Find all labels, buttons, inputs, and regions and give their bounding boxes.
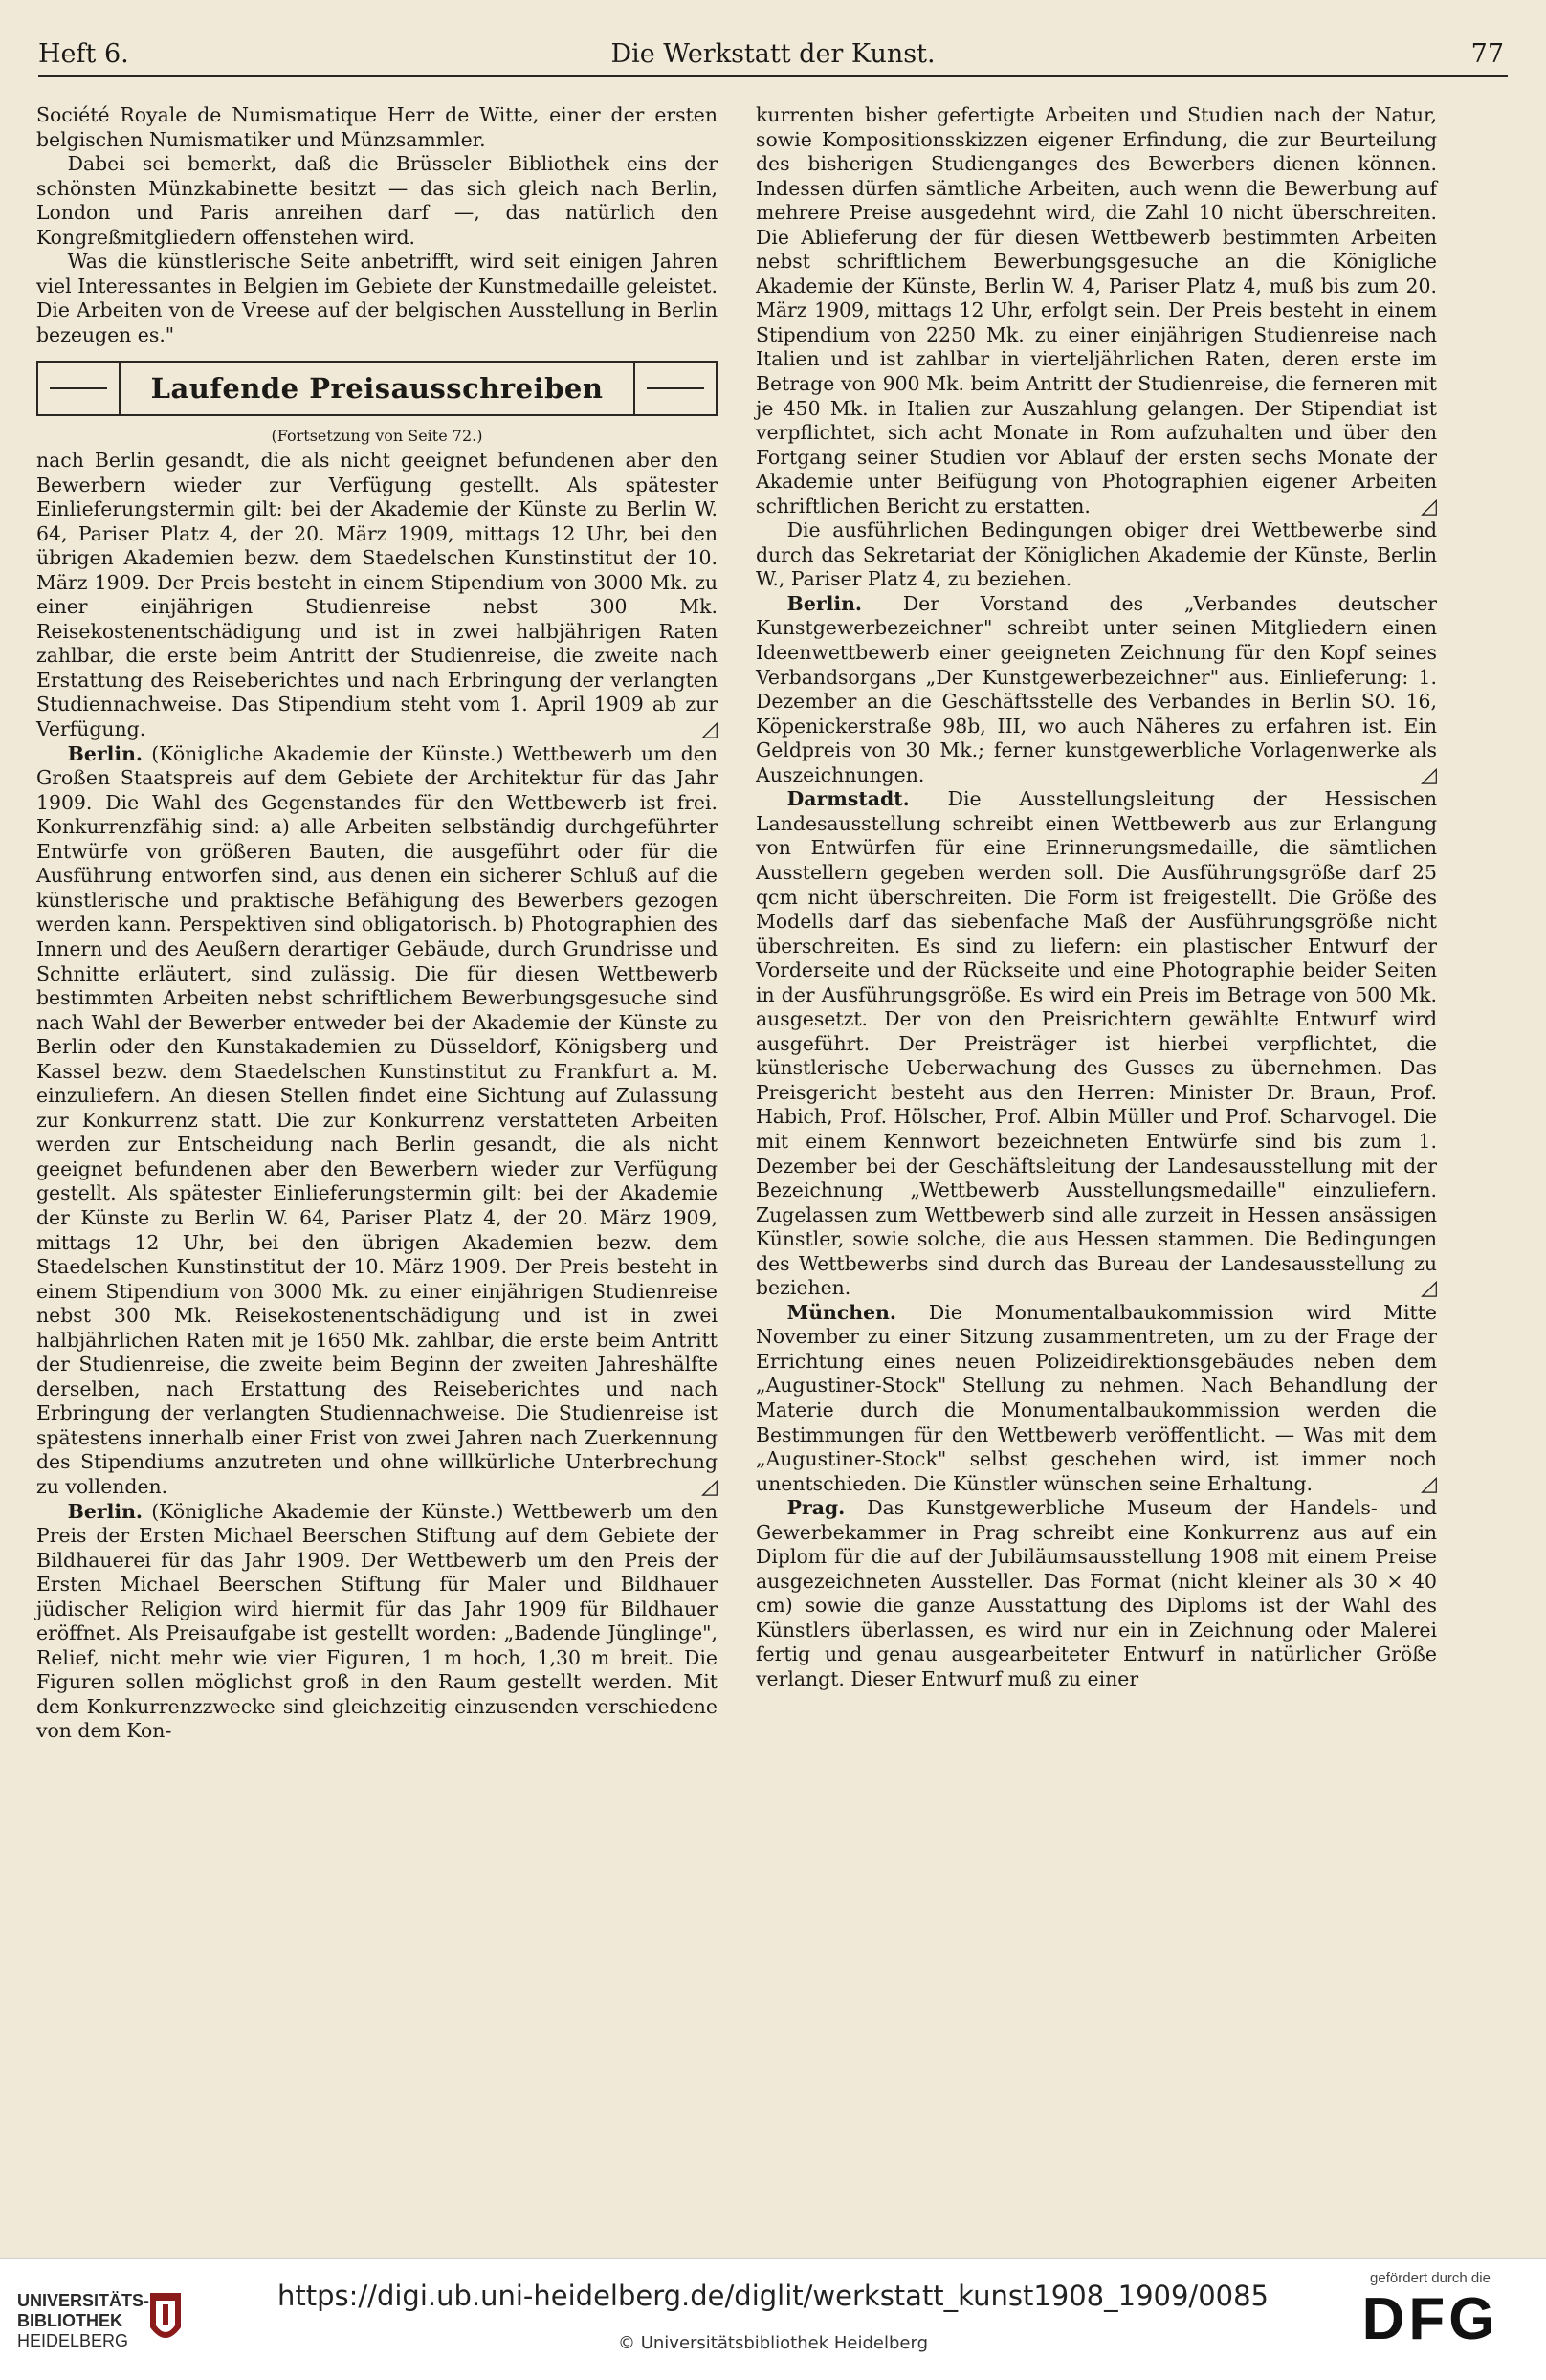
competition-entry: Prag. Das Kunstgewerbliche Museum der Handels- und Gewerbekammer in Prag schreibt eine Konkurrenz aus auf ein Diplom für die auf der Jubiläumsausstellung 1908 mit einem Preise ausgezeichneten Aussteller. Das Format (nicht kleiner als 30 × 40 cm) sowie die ganze Ausstattung des Diploms ist der Wahl des Künstlers überlassen, es wird nur ein in Zeichnung oder Malerei fertig und genau ausgearbeiteter Entwurf in natürlicher Größe verlangt. Dieser Entwurf muß zu einer	[756, 1496, 1438, 1690]
entry-place: Berlin.	[67, 741, 143, 765]
end-mark-icon: ◿	[1421, 494, 1437, 518]
competition-entry: Berlin. Der Vorstand des „Verbandes deutscher Kunstgewerbezeichner" schreibt unter seinen Mitgliedern einen Ideenwettbewerb einer geeigneten Zeichnung für den Kopf seines Verbandsorgans „Der Kunstgewerbezeichner" aus. Einlieferung: 1. Dezember an die Geschäftsstelle des Verbandes in Berlin SO. 16, Köpenickerstraße 98b, III, wo auch Näheres zu erfahren ist. Ein Geldpreis von 30 Mk.; ferner kunstgewerbliche Vorlagenwerke als Auszeichnungen. ◿	[756, 591, 1437, 787]
page-number: 77	[1470, 39, 1504, 69]
entry-place: Darmstadt.	[786, 787, 910, 811]
journal-title: Die Werkstatt der Kunst.	[610, 39, 936, 69]
dfg-logo[interactable]	[1339, 2270, 1521, 2370]
conditions-paragraph: Die ausführlichen Bedingungen obiger drei Wettbewerbe sind durch das Sekretariat der Königlichen Akademie der Künste, Berlin W., Pariser Platz 4, zu beziehen.	[756, 518, 1437, 591]
entry-place: Prag.	[786, 1496, 846, 1520]
end-mark-icon: ◿	[1421, 1471, 1437, 1496]
entry-place: Berlin.	[786, 591, 862, 615]
competition-entry: Berlin. (Königliche Akademie der Künste.) Wettbewerb um den Großen Staatspreis auf dem Gebiete der Architektur für das Jahr 1909. Die Wahl des Gegenstandes für den Wettbewerb ist frei. Konkurrenzfähig sind: a) alle Arbeiten selbständig durchgeführter Entwürfe von größeren Bauten, die ausgeführt oder für die Ausführung entworfen sind, aus denen ein sicherer Schluß auf die künstlerische und praktische Befähigung des Bewerbers gezogen werden kann. Perspektiven sind obligatorisch. b) Photographien des Innern und des Aeußern derartiger Gebäude, durch Grundrisse und Schnitte erläutert, sind zulässig. Die für diesen Wettbewerb bestimmten Arbeiten nebst schriftlichem Bewerbungsgesuche sind nach Wahl der Bewerber entweder bei der Akademie der Künste zu Berlin oder den Kunstakademien zu Düsseldorf, Königsberg und Kassel bezw. dem Staedelschen Kunstinstitut zu Frankfurt a. M. einzuliefern. An diesen Stellen findet eine Sichtung auf Zulassung zur Konkurrenz statt. Die zur Konkurrenz verstatteten Arbeiten werden zur Entscheidung nach Berlin gesandt, die als nicht geeignet befundenen aber den Bewerbern wieder zur Verfügung gestellt. Als spätester Einlieferungstermin gilt: bei der Akademie der Künste zu Berlin W. 64, Pariser Platz 4, der 20. März 1909, mittags 12 Uhr, bei den übrigen Akademien bezw. dem Staedelschen Kunstinstitut der 10. März 1909. Der Preis besteht in einem Stipendium von 3000 Mk. zu einer einjährigen Studienreise nebst 300 Mk. Reisekostenentschädigung und ist in zwei halbjährlichen Raten mit je 1650 Mk. zahlbar, die erste beim Antritt der Studienreise, die zweite beim Beginn der zweiten Jahreshälfte derselben, nach Erstattung des Reiseberichtes und nach Erbringung der verlangten Studiennachweise. Die Studienreise ist spätestens innerhalb einer Frist von zwei Jahren nach Zuerkennung des Stipendiums anzutreten und ohne willkürliche Unterbrechung zu vollenden. ◿	[36, 741, 718, 1499]
entry-place: München.	[786, 1300, 896, 1324]
continuation-note: (Fortsetzung von Seite 72.)	[271, 427, 483, 446]
dfg-caption: gefördert durch die	[1370, 2270, 1491, 2286]
intro-paragraph: Dabei sei bemerkt, daß die Brüsseler Bibliothek eins der schönsten Münzkabinette besitzt — das sich gleich nach Berlin, London und Paris anreihen darf —, das natürlich den Kongreßmitgliedern offenstehen wird.	[36, 152, 718, 249]
end-mark-icon: ◿	[1421, 762, 1437, 787]
heading-rule	[50, 387, 107, 389]
issue-number: Heft 6.	[38, 39, 129, 69]
end-mark-icon: ◿	[701, 1474, 718, 1499]
heading-rule	[647, 387, 704, 389]
continued-text: nach Berlin gesandt, die als nicht geeignet befundenen aber den Bewerbern wieder zur Verfügung gestellt. Als spätester Einlieferungstermin gilt: bei der Akademie der Künste zu Berlin W. 64, Pariser Platz 4, der 20. März 1909, mittags 12 Uhr, bei den übrigen Akademien bezw. dem Staedelschen Kunstinstitut der 10. März 1909. Der Preis besteht in einem Stipendium von 3000 Mk. zu einer einjährigen Studienreise nebst 300 Mk. Reisekostenentschädigung und ist in zwei halbjährigen Raten zahlbar, die erste beim Antritt der Studienreise, die zweite nach Erstattung des Reiseberichtes und nach Erbringung der verlangten Studiennachweise. Das Stipendium steht vom 1. April 1909 ab zur Verfügung. ◿	[36, 449, 718, 742]
end-mark-icon: ◿	[701, 717, 718, 742]
library-name: UNIVERSITÄTS- BIBLIOTHEK HEIDELBERG	[17, 2291, 150, 2350]
section-heading: Laufende Preisausschreiben	[119, 361, 635, 416]
competition-entry: München. Die Monumentalbaukommission wird Mitte November zu einer Sitzung zusammentreten, um zu der Frage der Errichtung eines neuen Polizeidirektionsgebäudes neben dem „Augustiner-Stock" Stellung zu nehmen. Nach Behandlung der Materie durch die Monumentalbaukommission werden die Bestimmungen für den Wettbewerb veröffentlicht. — Was mit dem „Augustiner-Stock" selbst geschehen wird, ist immer noch unentschieden. Die Künstler wünschen seine Erhaltung. ◿	[756, 1300, 1437, 1496]
right-column	[756, 103, 1437, 1692]
copyright-notice: © Universitätsbibliothek Heidelberg	[617, 2333, 928, 2353]
running-head	[38, 33, 1508, 77]
entry-place: Berlin.	[67, 1499, 143, 1523]
section-heading-box	[36, 361, 718, 416]
competition-entry: Berlin. (Königliche Akademie der Künste.) Wettbewerb um den Preis der Ersten Michael Beerschen Stiftung auf dem Gebiete der Bildhauerei für das Jahr 1909. Der Wettbewerb um den Preis der Ersten Michael Beerschen Stiftung für Maler und Bildhauer jüdischer Religion wird hiermit für das Jahr 1909 für Bildhauer eröffnet. Als Preisaufgabe ist gestellt worden: „Badende Jünglinge", Relief, nicht mehr wie vier Figuren, 1 m hoch, 1,30 m breit. Die Figuren sollen möglichst groß in den Raum gestellt werden. Mit dem Konkurrenzzwecke sind gleichzeitig einzusenden verschiedene von dem Kon-	[36, 1499, 718, 1743]
competition-entry: Darmstadt. Die Ausstellungsleitung der Hessischen Landesausstellung schreibt einen Wettbewerb aus zur Erlangung von Entwürfen für eine Erinnerungsmedaille, die sämtlichen Ausstellern gegeben werden soll. Die Ausführungsgröße darf 25 qcm nicht überschreiten. Die Form ist freigestellt. Die Größe des Modells darf das siebenfache Maß der Ausführungsgröße nicht überschreiten. Es sind zu liefern: ein plastischer Entwurf der Vorderseite und der Rückseite und eine Photographie beider Seiten in der Ausführungsgröße. Es wird ein Preis im Betrage von 500 Mk. ausgesetzt. Der von den Preisrichtern gewählte Entwurf wird ausgeführt. Der Preisträger ist hierbei verpflichtet, die künstlerische Ueberwachung des Gusses zu übernehmen. Das Preisgericht besteht aus den Herren: Minister Dr. Braun, Prof. Habich, Prof. Hölscher, Prof. Albin Müller und Prof. Scharvogel. Die mit einem Kennwort bezeichneten Entwürfe sind bis zum 1. Dezember bei der Geschäftsleitung der Landesausstellung mit der Bezeichnung „Wettbewerb Ausstellungsmedaille" einzuliefern. Zugelassen zum Wettbewerb sind alle zurzeit in Hessen ansässigen Künstler, sowie solche, die aus Hessen stammen. Die Bedingungen des Wettbewerbs sind durch das Bureau der Landesausstellung zu beziehen. ◿	[756, 787, 1438, 1301]
end-mark-icon: ◿	[1421, 1276, 1437, 1301]
intro-paragraph: Société Royale de Numismatique Herr de Witte, einer der ersten belgischen Numismatiker und Münzsammler.	[36, 103, 718, 151]
left-column	[36, 103, 718, 1744]
permalink-url[interactable]: https://digi.ub.uni-heidelberg.de/diglit/werkstatt_kunst1908_1909/0085	[277, 2280, 1269, 2312]
viewer-footer	[0, 2258, 1546, 2380]
continued-text: kurrenten bisher gefertigte Arbeiten und Studien nach der Natur, sowie Kompositionsskizzen eigener Erfindung, die zur Beurteilung des bisherigen Studienganges des Bewerbers dienen können. Indessen dürfen sämtliche Arbeiten, auch wenn die Bewerbung auf mehrere Preise ausgedehnt wird, die Zahl 10 nicht überschreiten. Die Ablieferung der für diesen Wettbewerb bestimmten Arbeiten nebst schriftlichem Bewerbungsgesuche an die Königliche Akademie der Künste, Berlin W. 4, Pariser Platz 4, muß bis zum 20. März 1909, mittags 12 Uhr, erfolgt sein. Der Preis besteht in einem Stipendium von 2250 Mk. zu einer einjährigen Studienreise nach Italien und ist zahlbar in vierteljährlichen Raten, deren erste im Betrage von 900 Mk. beim Antritt der Studienreise, die ferneren mit je 450 Mk. in Italien zur Auszahlung gelangen. Der Stipendiat ist verpflichtet, sich acht Monate in Rom aufzuhalten und über den Fortgang seiner Studien vor Ablauf der ersten sechs Monate der Akademie unter Beifügung von Photographien eigener Arbeiten schriftlichen Bericht zu erstatten. ◿	[756, 103, 1437, 518]
dfg-wordmark: DFG	[1361, 2286, 1499, 2352]
intro-paragraph: Was die künstlerische Seite anbetrifft, wird seit einigen Jahren viel Interessantes in Belgien im Gebiete der Kunstmedaille geleistet. Die Arbeiten von de Vreese auf der belgischen Ausstellung in Berlin bezeugen es."	[36, 250, 718, 346]
